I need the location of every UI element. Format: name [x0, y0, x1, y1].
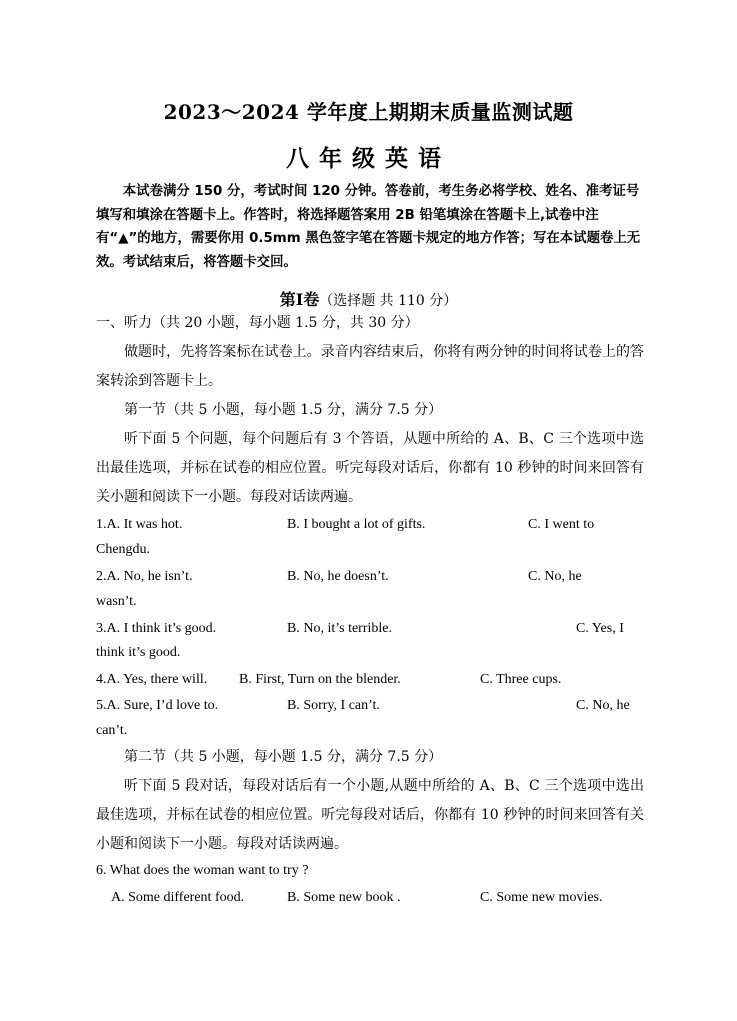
- question-option-c: C. Three cups.: [480, 672, 562, 687]
- listening-instructions: 做题时，先将答案标在试卷上。录音内容结束后，你将有两分钟的时间将试卷上的答案转涂到答题卡上。: [96, 344, 644, 389]
- question-option-c-continued: think it’s good.: [96, 645, 181, 660]
- question-option-c: C. Some new movies.: [480, 890, 603, 905]
- question-option-b: B. I bought a lot of gifts.: [287, 517, 426, 532]
- part1-heading: 第一节（共 5 小题，每小题 1.5 分，满分 7.5 分）: [124, 402, 443, 418]
- question-option-a: 3.A. I think it’s good.: [96, 621, 217, 636]
- question-6-stem: 6. What does the woman want to try ?: [96, 863, 309, 878]
- question-option-c: C. Yes, I: [576, 621, 624, 636]
- part2-heading: 第二节（共 5 小题，每小题 1.5 分，满分 7.5 分）: [124, 749, 443, 765]
- question-option-c-continued: can’t.: [96, 723, 128, 738]
- question-option-a: 5.A. Sure, I’d love to.: [96, 698, 219, 713]
- volume-note: （选择题 共 110 分）: [319, 293, 458, 309]
- question-option-a: 4.A. Yes, there will.: [96, 672, 208, 687]
- question-option-a: 1.A. It was hot.: [96, 517, 183, 532]
- question-option-b: B. Sorry, I can’t.: [287, 698, 380, 713]
- listening-section-heading: 一、听力（共 20 小题，每小题 1.5 分，共 30 分）: [96, 315, 419, 331]
- question-option-c-continued: wasn’t.: [96, 594, 137, 609]
- question-option-b: B. No, it’s terrible.: [287, 621, 392, 636]
- question-option-c: C. No, he: [576, 698, 630, 713]
- part2-instructions: 听下面 5 段对话，每段对话后有一个小题,从题中所给的 A、B、C 三个选项中选出最佳选项，并标在试卷的相应位置。听完每段对话后，你都有 10 秒钟的时间来回答有关小题和阅读下一小题。每段对话读两遍。: [96, 778, 644, 852]
- question-option-c: C. No, he: [528, 569, 582, 584]
- question-option-b: B. Some new book .: [287, 890, 401, 905]
- volume-title: 第Ⅰ卷: [279, 290, 320, 309]
- question-option-a: 2.A. No, he isn’t.: [96, 569, 193, 584]
- volume-heading: [0, 290, 737, 311]
- exam-subject: 八年级英语: [286, 145, 451, 172]
- question-option-b: B. No, he doesn’t.: [287, 569, 389, 584]
- exam-instructions: 本试卷满分 150 分，考试时间 120 分钟。答卷前，考生务必将学校、姓名、准考证号填写和填涂在答题卡上。作答时，将选择题答案用 2B 铅笔填涂在答题卡上,试卷中注有“▲”的地方，需要你用 0.5mm 黑色签字笔在答题卡规定的地方作答；写在本试题卷上无效。考试结束后，将答题卡交回。: [96, 184, 641, 270]
- part1-instructions: 听下面 5 个问题，每个问题后有 3 个答语，从题中所给的 A、B、C 三个选项中选出最佳选项，并标在试卷的相应位置。听完每段对话后，你都有 10 秒钟的时间来回答有关小题和阅读下一小题。每段对话读两遍。: [96, 431, 644, 505]
- question-option-b: B. First, Turn on the blender.: [239, 672, 401, 687]
- question-option-c: C. I went to: [528, 517, 595, 532]
- question-option-a: A. Some different food.: [111, 890, 245, 905]
- question-option-c-continued: Chengdu.: [96, 542, 151, 557]
- exam-title: 2023～2024 学年度上期期末质量监测试题: [163, 100, 574, 124]
